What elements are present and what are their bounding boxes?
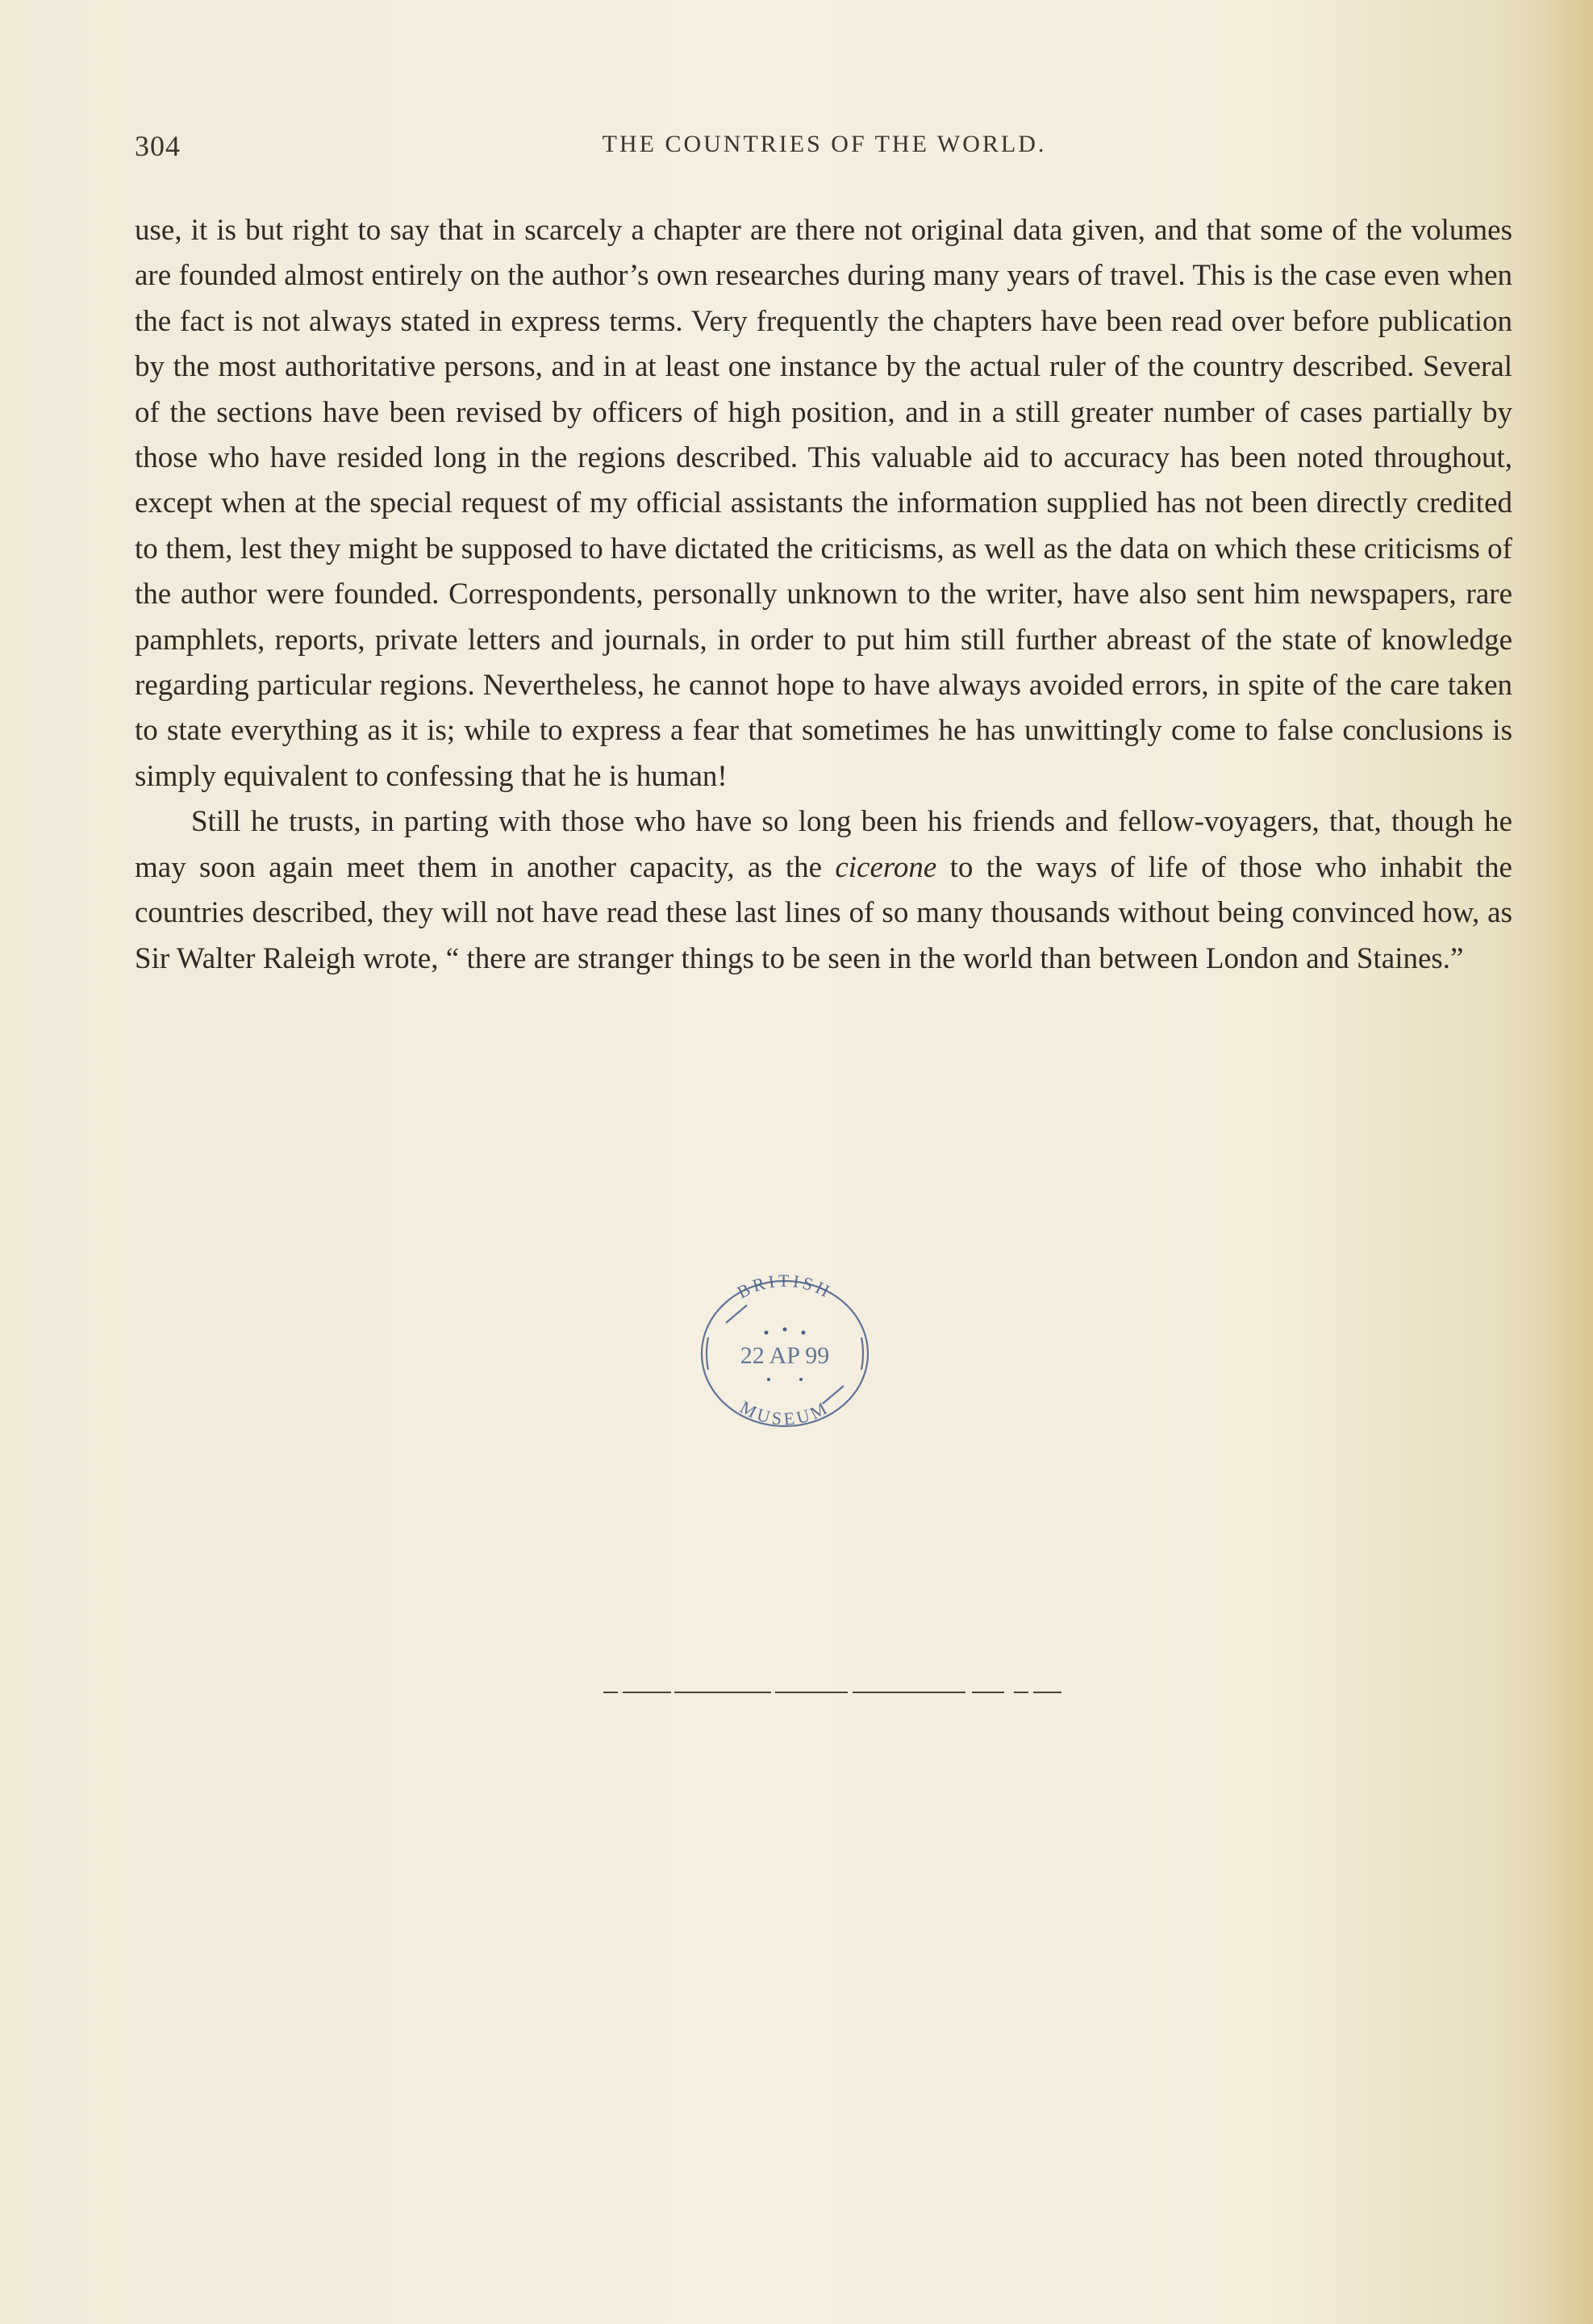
paragraph-1: use, it is but right to say that in scarcely a chapter are there not original data given, and that some of the volumes are founded almost entirely on the author’s own researches during many years of travel. This is the case even when the fact is not always stated in express terms. Very frequently the chapters have been read over before publication by the most authoritative persons, and in at least one instance by the actual ruler of the country described. Several of the sections have been revised by officers of high position, and in a still greater number of cases partially by those who have resided long in the regions described. This valuable aid to accuracy has been noted throughout, except when at the special request of my official assistants the information supplied has not been directly credited to them, lest they might be supposed to have dictated the criticisms, as well as the data on which these criticisms of the author were founded. Correspondents, personally unknown to the writer, have also sent him newspapers, rare pamphlets, reports, private letters and journals, in order to put him still further abreast of the state of knowledge regarding particular regions. Nevertheless, he cannot hope to have always avoided errors, in spite of the care taken to state everything as it is; while to express a fear that sometimes he has unwittingly come to false conclusions is simply equivalent to confessing that he is human! bbox=[135, 214, 1512, 793]
stamp-dot-2 bbox=[783, 1328, 787, 1332]
stamp-dot-5 bbox=[799, 1378, 803, 1381]
page-edge-shadow bbox=[1545, 0, 1593, 2324]
stamp-date: 22 AP 99 bbox=[740, 1342, 830, 1369]
running-title: THE COUNTRIES OF THE WORLD. bbox=[602, 131, 1047, 157]
stamp-right-bracket bbox=[861, 1337, 863, 1370]
stamp-dot-3 bbox=[802, 1331, 806, 1335]
museum-stamp bbox=[684, 1273, 886, 1434]
body-text bbox=[135, 208, 1512, 982]
italic-cicerone: cicerone bbox=[835, 850, 937, 884]
stamp-top-text: BRITISH bbox=[733, 1273, 836, 1303]
stamp-bottom-text: MUSEUM bbox=[736, 1396, 833, 1429]
end-rule bbox=[603, 1691, 1061, 1694]
paragraph-2 bbox=[135, 799, 1512, 982]
stamp-left-bracket bbox=[707, 1337, 708, 1370]
page-number: 304 bbox=[135, 130, 181, 162]
paragraph-2-end: to the ways of life of those who inhabit the countries described, they will not have read these last lines of so many thousands without being convinced how, as Sir Walter Raleigh wrote, “ there are stranger things to be seen in the world than between London and Staines.” bbox=[135, 850, 1512, 975]
stamp-tick-left bbox=[726, 1305, 747, 1323]
stamp-dot-4 bbox=[767, 1378, 770, 1381]
stamp-tick-right bbox=[823, 1386, 844, 1404]
stamp-dot-1 bbox=[765, 1331, 769, 1335]
paragraph-2-start: Still he trusts, in parting with those who have so long been his friends and fellow-voyagers, that, though he may soon again meet them in another capacity, as the bbox=[135, 805, 1512, 884]
running-head bbox=[135, 129, 1514, 169]
